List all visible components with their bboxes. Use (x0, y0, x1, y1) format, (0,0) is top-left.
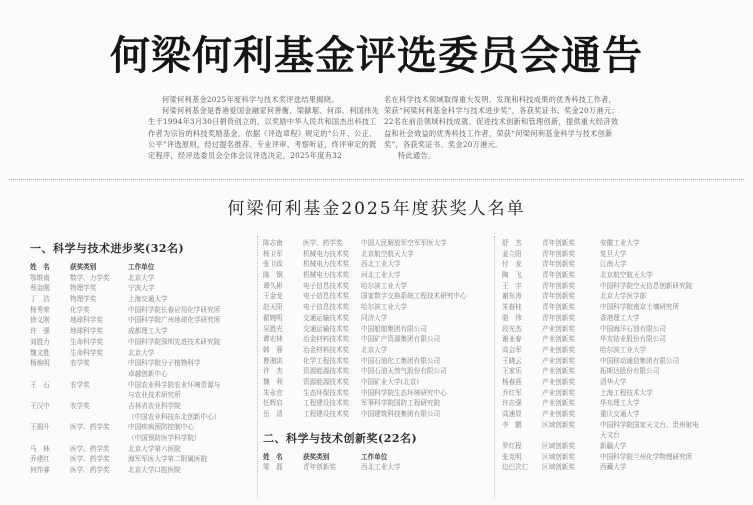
awardee-name: 许 杰 (263, 367, 283, 376)
table-row (502, 377, 747, 388)
award-category: 产业创新奖 (542, 399, 575, 408)
award-category: 物理学奖 (70, 295, 97, 304)
awardee-name: 骆 伟 (502, 313, 522, 322)
award-category: 产业创新奖 (542, 410, 575, 418)
award-category: 产业创新奖 (542, 335, 575, 344)
table-row (502, 345, 747, 356)
section-2-title: 二、科学与技术创新奖(22名) (263, 431, 418, 445)
table-row (263, 377, 495, 388)
table-row (263, 366, 495, 377)
work-unit: 重庆交通大学 (600, 410, 640, 418)
awardee-name: 高速显 (502, 410, 522, 418)
work-unit-continued: （中国预防医学科学院） (128, 434, 201, 442)
work-unit: 宁波大学 (128, 284, 155, 293)
awardee-name: 高会军 (502, 345, 522, 354)
work-unit: 军事科学院国防工程研究院 (361, 399, 441, 408)
awardee-name: 魏 利 (263, 377, 283, 386)
section-1-title: 一、科学与技术进步奖(32名) (30, 242, 185, 255)
work-unit: 同济大学 (361, 313, 388, 322)
awardee-name: 乔红军 (502, 388, 522, 397)
award-category: 资源能源技术奖 (303, 377, 350, 386)
award-category: 青年创新奖 (542, 249, 575, 258)
awardee-name: 段光杰 (502, 324, 522, 333)
awardee-name: 杨秀荣 (30, 305, 50, 314)
awardee-name: 蔡金刚 (30, 284, 50, 293)
column-divider (494, 236, 495, 498)
awardee-column-3 (502, 238, 747, 473)
table-row (30, 401, 250, 412)
awardee-name: 王家乐 (502, 367, 522, 376)
award-category: 电子信息技术奖 (303, 303, 350, 312)
award-category: 区域创新奖 (542, 420, 575, 429)
table-row (502, 238, 747, 249)
awardee-name: 岳 清 (263, 410, 283, 418)
intro-left-column (148, 94, 384, 161)
awardee-name: 赵天阳 (263, 303, 283, 312)
award-category: 生命科学奖 (70, 348, 103, 357)
table-row (502, 270, 747, 281)
awardee-name: 罗红程 (502, 442, 522, 451)
award-category: 资源能源技术奖 (303, 367, 350, 376)
work-unit: 中国建筑科技集团有限公司 (361, 410, 441, 418)
work-unit: 上海交通大学 (128, 295, 168, 304)
work-unit: 上海工程技术大学 (600, 388, 653, 397)
awardee-name: 王晓云 (502, 356, 522, 365)
table-row (263, 313, 495, 324)
award-category: 交通运输技术奖 (303, 313, 350, 322)
awardee-name: 何作睿 (30, 466, 50, 475)
table-row (30, 315, 250, 326)
award-category: 机械电力技术奖 (303, 249, 350, 258)
awardee-name: 刘胜力 (30, 337, 50, 346)
award-category: 化学奖 (70, 305, 90, 314)
table-row (30, 294, 250, 305)
awardee-name: 杨春燕 (502, 377, 522, 386)
award-category: 青年创新奖 (542, 281, 575, 290)
table-row (30, 348, 250, 359)
awardee-name: 舒 杰 (502, 239, 522, 247)
award-category: 青年创新奖 (542, 260, 575, 269)
award-category: 机械电力技术奖 (303, 260, 350, 269)
work-unit-continued: （中国农业科技东北创新中心） (128, 412, 221, 421)
work-unit: 中国矿业大学(北京) (361, 377, 419, 386)
awardee-name: 谢亚春 (502, 335, 522, 344)
awardee-name: 陈 钢 (263, 271, 283, 280)
header-field: 获奖类别 (303, 452, 330, 461)
awardee-column-2 (263, 238, 495, 473)
table-row (30, 305, 250, 316)
award-category: 医学、药学奖 (70, 444, 110, 453)
work-unit: 西藏大学 (600, 463, 627, 472)
awardee-name: 鄂维南 (30, 273, 50, 282)
work-unit: 中国疾病预防控制中心 (128, 423, 194, 432)
awardee-name: 王 宇 (502, 281, 522, 290)
work-unit: 中国农业科学院农业环境资源与 (128, 380, 221, 389)
award-category: 物理学奖 (70, 284, 97, 293)
award-category: 化学工程技术奖 (303, 356, 350, 365)
work-unit: 中国科学院分子植物科学 (128, 359, 201, 368)
work-unit: 哈尔滨工业大学 (600, 345, 647, 354)
award-category: 机械电力技术奖 (303, 271, 350, 280)
awardee-name: 付 龙 (502, 260, 522, 269)
work-unit: 华东理工大学 (600, 399, 640, 408)
award-category: 生命科学奖 (70, 337, 103, 346)
awardee-name: 陈志南 (263, 239, 283, 247)
header-unit: 工作单位 (361, 452, 388, 461)
table-row (502, 259, 747, 270)
work-unit: 哈尔滨工业大学 (361, 303, 408, 312)
table-row (263, 291, 495, 302)
award-category: 区域创新奖 (542, 463, 575, 472)
awardee-column-1 (30, 240, 250, 476)
work-unit: 西北工业大学 (361, 463, 401, 472)
work-unit: 海军军医大学第二附属医院 (128, 455, 208, 464)
work-unit: 中国科学院深圳先进技术研究院 (128, 337, 221, 346)
award-category: 工程建设技术奖 (303, 410, 350, 418)
work-unit: 吉林省农业科学院 (128, 401, 181, 410)
work-unit: 中国船舶集团有限公司 (361, 324, 427, 333)
table-row (502, 249, 747, 260)
awardee-name: 张克明 (502, 452, 522, 461)
table-row (502, 313, 747, 324)
award-category: 青年创新奖 (542, 303, 575, 312)
work-unit: 中国科学院国家天文台、贵州射电 (600, 420, 699, 429)
awardee-name: 李 鹏 (502, 420, 522, 429)
awardee-name: 徐义刚 (30, 316, 50, 325)
award-category: 冶金材料技术奖 (303, 335, 350, 344)
table-row (502, 452, 747, 463)
award-category: 产业创新奖 (542, 367, 575, 376)
table-row (30, 326, 250, 337)
awardee-name: 陶 飞 (502, 271, 522, 280)
table-header (263, 452, 495, 463)
table-row (502, 334, 747, 345)
awardee-name: 梁 磊 (263, 463, 283, 472)
awardee-name: 丁 浩 (30, 295, 50, 304)
award-category: 产业创新奖 (542, 356, 575, 365)
table-row (30, 337, 250, 348)
intro-paragraph-3: 名在科学技术领域取得重大发明、发现和科技成果的优秀科技工作者，荣获“何梁何利基金科学与技术进步奖”，各获奖证书、奖金20万港元；22名在前沿领域科技成就、促进技术创新和管理创新，提供重大经济效益和社会效益的优秀科技工作者，荣获“何梁何利基金科学与技术创新奖”，各获奖证书、奖金20万港元。 (384, 95, 619, 149)
page-title: 何梁何利基金评选委员会通告 (110, 32, 643, 79)
work-unit: 北京大学 (361, 345, 388, 354)
table-row (30, 454, 250, 465)
table-row (502, 324, 747, 335)
awardee-name: 姜立阳 (502, 249, 522, 258)
awardee-name: 翟婉明 (263, 313, 283, 322)
awardee-name: 边巴次仁 (502, 463, 529, 472)
award-category: 医学、药学奖 (70, 423, 110, 432)
awardee-name: 王汉中 (30, 401, 50, 410)
award-category: 青年创新奖 (542, 313, 575, 322)
award-category: 地球科学奖 (70, 316, 103, 325)
table-row (263, 388, 495, 399)
table-row (263, 398, 495, 409)
award-category: 医学、药学奖 (303, 239, 343, 247)
awardee-name: 乔建红 (30, 455, 50, 464)
work-unit: 中国石油化工集团有限公司 (361, 356, 441, 365)
table-row (30, 380, 250, 391)
work-unit: 中国矿产资源集团有限公司 (361, 335, 441, 344)
table-header (30, 262, 250, 273)
work-unit-continued: 天文台 (600, 431, 620, 440)
awardee-name: 吴胜光 (263, 324, 283, 333)
award-category: 青年创新奖 (542, 239, 575, 247)
work-unit: 中国人民解放军空军军医大学 (361, 239, 447, 247)
work-unit: 北京大学医学部 (600, 292, 647, 301)
awardee-name: 韩 蓉 (263, 345, 283, 354)
table-row (502, 420, 747, 431)
table-row (30, 358, 250, 369)
work-unit: 河北工业大学 (361, 271, 401, 280)
award-category: 产业创新奖 (542, 388, 575, 397)
intro-right-column (384, 94, 622, 161)
work-unit: 复旦大学 (600, 249, 627, 258)
work-unit: 华友钴业股份有限公司 (600, 335, 666, 344)
table-row (30, 422, 250, 433)
awardee-name: 曹湘洪 (263, 356, 283, 365)
awardee-name: 谭宏林 (263, 335, 283, 344)
table-row (263, 356, 495, 367)
award-category: 区域创新奖 (542, 442, 575, 451)
work-unit: 中国石油天然气股份有限公司 (361, 367, 447, 376)
awardee-name: 魏文胜 (30, 348, 50, 357)
work-unit: 中国科学院南京土壤研究所 (600, 303, 680, 312)
intro-closing: 特此通告。 (398, 151, 436, 161)
award-category: 交通运输技术奖 (303, 324, 350, 333)
award-category: 农学奖 (70, 401, 90, 410)
awardee-name: 谭久彬 (263, 281, 283, 290)
table-row (30, 273, 250, 284)
work-unit: 中国科学院空天信息创新研究院 (600, 281, 693, 290)
table-row (263, 259, 495, 270)
table-row (263, 345, 495, 356)
award-category: 农学奖 (70, 359, 90, 368)
award-category: 工程建设技术奖 (303, 399, 350, 408)
awardee-name: 谢东涛 (502, 292, 522, 301)
work-unit: 安徽工业大学 (600, 239, 640, 247)
work-unit-continued: 卓越创新中心 (128, 369, 168, 378)
award-category: 产业创新奖 (542, 324, 575, 333)
table-row (502, 281, 747, 292)
table-row (263, 281, 495, 292)
awardee-name: 王 石 (30, 380, 50, 389)
award-category: 电子信息技术奖 (303, 292, 350, 301)
award-category: 电子信息技术奖 (303, 281, 350, 290)
intro-paragraph-1: 何梁何利基金2025年度科学与技术奖评选结果揭晓。 (162, 95, 339, 104)
award-category: 生态环保技术奖 (303, 388, 350, 397)
table-row (263, 302, 495, 313)
award-category: 地球科学奖 (70, 327, 103, 336)
table-row (263, 249, 495, 260)
work-unit: 北京大学第六医院 (128, 444, 181, 453)
table-row (502, 366, 747, 377)
table-row (502, 462, 747, 473)
award-category: 数学、力学奖 (70, 273, 110, 282)
work-unit: 成都理工大学 (128, 327, 168, 336)
table-row (502, 409, 747, 420)
work-unit: 北京大学 (128, 273, 155, 282)
table-row (263, 334, 495, 345)
table-row (502, 302, 747, 313)
awardee-name: 杨卫军 (263, 249, 283, 258)
table-row (263, 409, 495, 420)
work-unit: 北京航空航天大学 (600, 271, 653, 280)
work-unit: 中国科学院生态环境研究中心 (361, 388, 447, 397)
award-category: 医学、药学奖 (70, 466, 110, 475)
work-unit: 北京大学 (128, 348, 155, 357)
work-unit-continued: 与农业技术研究所 (128, 391, 181, 400)
work-unit: 中国海洋石油有限公司 (600, 324, 666, 333)
work-unit: 清华大学 (600, 377, 627, 386)
award-list-title: 何梁何利基金2025年度获奖人名单 (227, 199, 526, 219)
award-category: 医学、药学奖 (70, 455, 110, 464)
table-row (263, 462, 495, 473)
award-category: 农学奖 (70, 380, 90, 389)
work-unit: 中国科学院兰州化学物理研究所 (600, 452, 693, 461)
work-unit: 新疆大学 (600, 442, 627, 451)
work-unit: 北京航空航天大学 (361, 249, 414, 258)
column-divider (257, 236, 258, 498)
awardee-name: 王金龙 (263, 292, 283, 301)
awardee-name: 任辉启 (263, 399, 283, 408)
table-row (263, 238, 495, 249)
header-name: 姓 名 (263, 452, 283, 461)
table-row (502, 398, 747, 409)
work-unit: 江南大学 (600, 260, 627, 269)
table-row (502, 356, 747, 367)
awardee-name: 张卫政 (263, 260, 283, 269)
table-row (263, 270, 495, 281)
awardee-name: 杨焕明 (30, 359, 50, 368)
awardee-name: 许 强 (30, 327, 50, 336)
work-unit: 国家数字交换系统工程技术研究中心 (361, 292, 467, 301)
table-row (502, 441, 747, 452)
work-unit: 中国移动通信集团有限公司 (600, 356, 680, 365)
table-row (502, 388, 747, 399)
work-unit: 中国科学院长春应用化学研究所 (128, 305, 221, 314)
dotted-divider (9, 179, 744, 180)
award-category: 青年创新奖 (303, 463, 336, 472)
awardee-name: 许志强 (502, 399, 522, 408)
header-field: 获奖类别 (70, 263, 97, 271)
table-row (30, 444, 250, 455)
table-row (263, 324, 495, 335)
table-row (30, 283, 250, 294)
award-category: 冶金材料技术奖 (303, 345, 350, 354)
work-unit: 西北工业大学 (361, 260, 401, 269)
table-row (502, 291, 747, 302)
work-unit: 北京大学口腔医院 (128, 466, 181, 475)
table-row (30, 465, 250, 476)
header-unit: 工作单位 (128, 263, 155, 271)
awardee-name: 朱春桂 (502, 303, 522, 312)
award-category: 青年创新奖 (542, 271, 575, 280)
award-category: 区域创新奖 (542, 452, 575, 461)
work-unit: 拓斯达股份有限公司 (600, 367, 660, 376)
work-unit: 哈尔滨工业大学 (361, 281, 408, 290)
awardee-name: 王拥升 (30, 423, 50, 432)
award-category: 产业创新奖 (542, 377, 575, 386)
header-name: 姓 名 (30, 263, 50, 271)
intro-paragraph-2: 何梁何利基金是香港爱国金融家何善衡、梁銶琚、何添、利国伟先生于1994年3月30日捐资创立的，以奖励中华人民共和国杰出科技工作者为宗旨的科技奖励基金。依据《评选章程》规定的“公开、公正、公平”评选原则，经过提名推荐、专业评审、考察听证，终评审定的既定程序，经评选委员会全体会议评选决定，2025年度有32 (148, 106, 380, 161)
award-category: 青年创新奖 (542, 292, 575, 301)
awardee-name: 马 林 (30, 444, 50, 453)
awardee-name: 朱永官 (263, 388, 283, 397)
work-unit: 中国科学院广州地球化学研究所 (128, 316, 221, 325)
award-category: 产业创新奖 (542, 345, 575, 354)
work-unit: 香港理工大学 (600, 313, 640, 322)
